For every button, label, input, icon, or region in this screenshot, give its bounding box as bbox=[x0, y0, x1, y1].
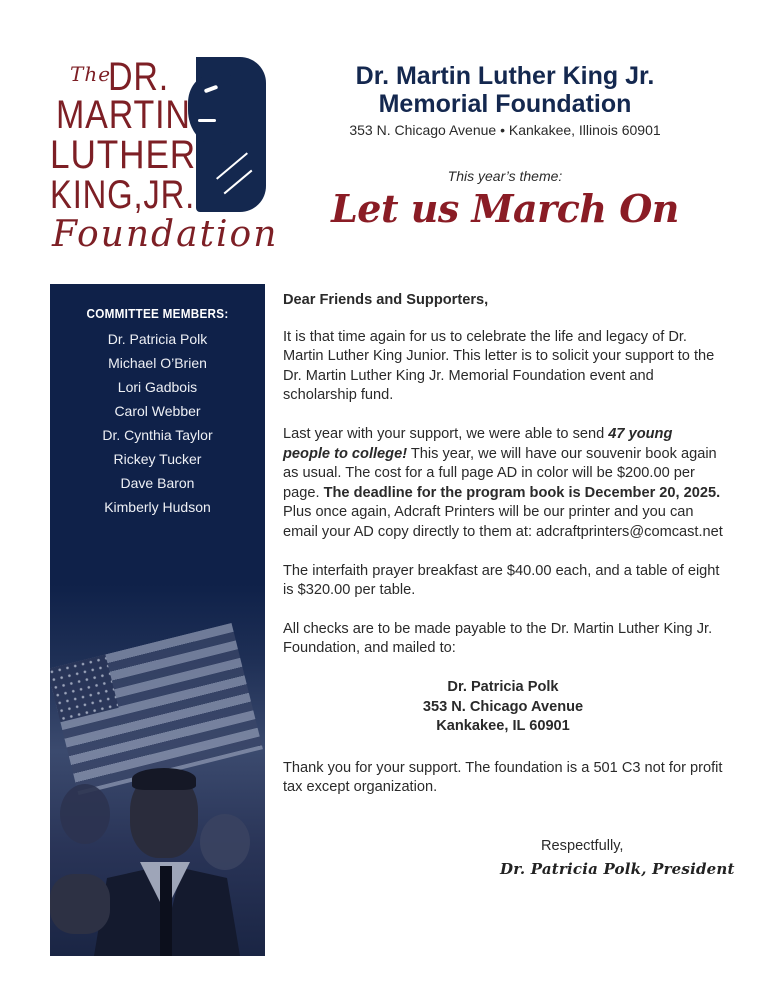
text: Last year with your support, we were able to send bbox=[283, 425, 609, 442]
paragraph-intro: It is that time again for us to celebrate the life and legacy of Dr. Martin Luther King Junior. This letter is to solicit your support to the Dr. Martin Luther King Jr. Memorial Foundation event and scholarship fund. bbox=[283, 328, 715, 404]
logo-dr: DR. bbox=[108, 55, 170, 99]
committee-sidebar bbox=[50, 284, 265, 956]
logo-martin: MARTIN bbox=[56, 93, 191, 137]
committee-member: Dr. Cynthia Taylor bbox=[102, 427, 213, 443]
mail-city: Kankakee, IL 60901 bbox=[436, 718, 570, 735]
mail-street: 353 N. Chicago Avenue bbox=[422, 698, 584, 715]
mlk-portrait bbox=[112, 772, 222, 956]
paragraph-breakfast: The interfaith prayer breakfast are $40.00 each, and a table of eight is $320.00 per table. bbox=[283, 562, 720, 599]
paragraph-thanks: Thank you for your support. The foundation is a 501 C3 not for profit tax except organization. bbox=[283, 759, 723, 796]
theme-label: This year’s theme: bbox=[447, 168, 563, 184]
committee-list bbox=[50, 327, 265, 519]
committee-member: Dr. Patricia Polk bbox=[107, 331, 208, 347]
mailing-address bbox=[283, 678, 723, 737]
committee-member: Carol Webber bbox=[114, 403, 201, 419]
committee-member: Rickey Tucker bbox=[113, 451, 202, 467]
letterhead bbox=[330, 62, 680, 231]
org-name-line2: Memorial Foundation bbox=[378, 90, 632, 118]
logo-luther: LUTHER bbox=[50, 133, 197, 177]
march-photo bbox=[50, 584, 265, 956]
logo-the: The bbox=[70, 62, 112, 86]
logo-foundation: Foundation bbox=[52, 214, 279, 255]
theme-title: Let us March On bbox=[331, 186, 679, 231]
paragraph-checks: All checks are to be made payable to the Dr. Martin Luther King Jr. Foundation, and mailed to: bbox=[283, 620, 713, 657]
mlk-silhouette-icon bbox=[196, 57, 266, 212]
committee-member: Dave Baron bbox=[120, 475, 195, 491]
foundation-logo bbox=[48, 55, 279, 265]
paragraph-souvenir-book bbox=[283, 425, 723, 543]
committee-member: Kimberly Hudson bbox=[104, 499, 211, 515]
letter-body bbox=[283, 291, 723, 817]
deadline-highlight: The deadline for the program book is December 20, 2025. bbox=[323, 484, 721, 501]
committee-member: Lori Gadbois bbox=[117, 379, 198, 395]
signature: Dr. Patricia Polk, President bbox=[500, 860, 735, 878]
committee-member: Michael O’Brien bbox=[108, 355, 207, 371]
mail-name: Dr. Patricia Polk bbox=[447, 678, 559, 695]
logo-king-jr: KING,JR. bbox=[50, 173, 196, 217]
org-address: 353 N. Chicago Avenue • Kankakee, Illinois 60901 bbox=[349, 122, 661, 138]
text: Plus once again, Adcraft Printers will be our printer and you can email your AD copy directly to them at: adcraftprinters@comcast.net bbox=[283, 504, 723, 540]
salutation: Dear Friends and Supporters, bbox=[283, 292, 489, 308]
committee-heading: COMMITTEE MEMBERS: bbox=[86, 306, 229, 321]
text: This year, we will have our souvenir book again as usual. The cost for a full page AD in color will be $200.00 per page. bbox=[283, 445, 717, 501]
closing: Respectfully, bbox=[541, 838, 624, 854]
college-highlight: 47 young people to college! bbox=[283, 425, 673, 462]
org-name-line1: Dr. Martin Luther King Jr. bbox=[355, 62, 655, 90]
